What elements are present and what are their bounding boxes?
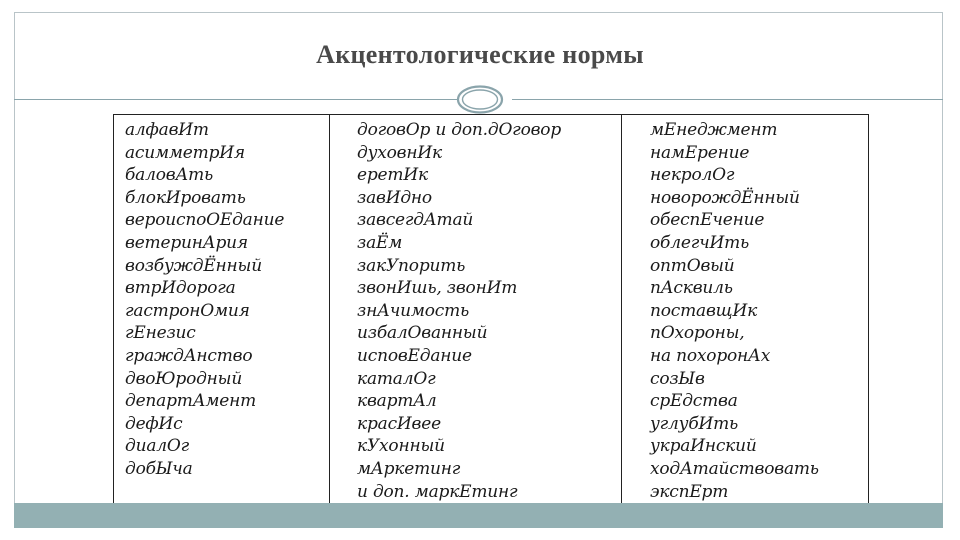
word-item: двоЮродный [125,368,243,389]
word-item: завИдно [357,187,432,208]
word-item: кУхонный [357,436,445,457]
word-item: заЁм [357,232,403,253]
word-column-3 [621,115,868,503]
word-item: втрИдорога [125,278,236,299]
word-item: исповЕдание [357,345,472,366]
word-item: диалОг [125,436,190,457]
word-item: мЕнеджмент [650,120,778,140]
word-item: завсегдАтай [357,210,474,231]
word-item: экспЕрт [650,481,729,502]
title-rule-right [512,99,943,100]
word-item: ветеринАрия [125,232,248,253]
word-item: оптОвый [650,255,735,276]
word-item: звонИшь, звонИт [357,278,518,299]
word-item: дефИс [125,413,183,434]
word-item: поставщИк [650,300,758,321]
word-item: обеспЕчение [650,210,765,231]
word-item: облегчИть [650,232,750,253]
word-item: гастронОмия [125,300,250,321]
word-item: асимметрИя [125,142,245,163]
word-item: блокИровать [125,187,246,208]
word-item: еретИк [357,165,428,186]
word-item: срЕдства [650,391,738,412]
word-item: углубИть [650,413,739,434]
word-item: некролОг [650,165,735,186]
word-item: алфавИт [125,120,209,140]
word-item: пАсквиль [650,278,733,299]
word-item: пОхороны, [650,323,745,344]
page-title: Акцентологические нормы [316,40,644,69]
word-item: избалОванный [357,323,488,344]
word-item: созЫв [650,368,705,389]
word-item: на похоронАх [650,345,771,366]
word-item: мАркетинг [357,458,461,479]
word-item: квартАл [357,391,437,412]
word-item: намЕрение [650,142,750,163]
word-item: договОр и доп.дОговор [357,120,562,140]
word-item: ходАтайствовать [650,458,819,479]
word-item: украИнский [650,436,757,457]
word-item: и доп. маркЕтинг [357,481,518,502]
word-item: баловАть [125,165,214,186]
word-item: новорождЁнный [650,187,800,208]
stress-words-table [113,114,869,504]
word-item: граждАнство [125,345,253,366]
word-column-2 [329,115,621,503]
word-item: знАчимость [357,300,470,321]
word-item: добЫча [125,458,193,479]
word-item: духовнИк [357,142,442,163]
bottom-accent-band [14,503,943,528]
ring-ornament-icon [455,84,505,115]
word-item: вероиспоОЕдание [125,210,285,231]
title-rule-left [14,99,458,100]
word-item: закУпорить [357,255,466,276]
word-item: возбуждЁнный [125,255,262,276]
word-item: гЕнезис [125,323,196,344]
word-column-1 [114,115,329,503]
word-item: красИвее [357,413,441,434]
word-item: департАмент [125,391,257,412]
word-item: каталОг [357,368,436,389]
